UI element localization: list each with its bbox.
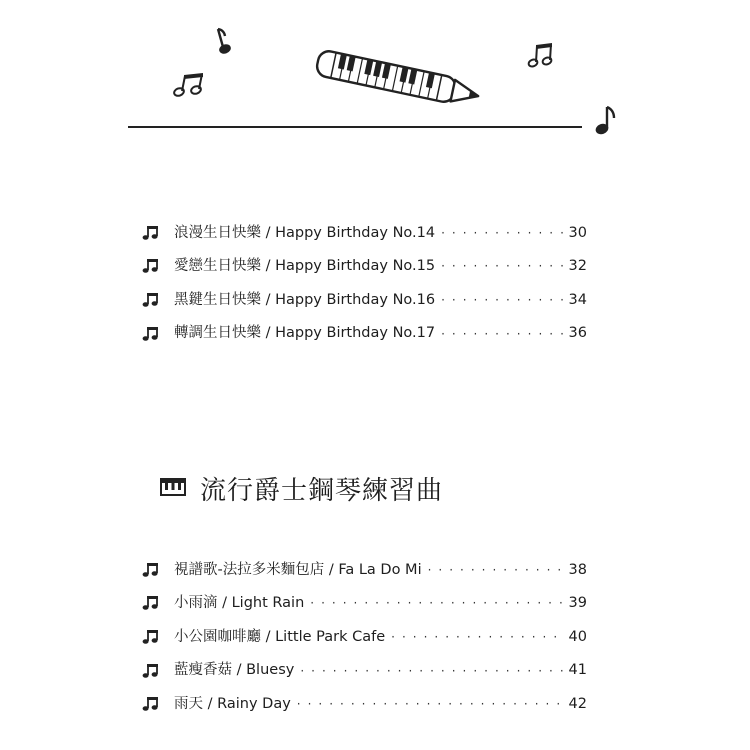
toc-list-top [142, 216, 587, 350]
entry-title: 轉調生日快樂 / Happy Birthday No.17 [174, 325, 436, 342]
beamed-notes-icon [142, 595, 174, 611]
beamed-notes-icon [142, 225, 174, 241]
toc-entry[interactable] [142, 283, 587, 317]
page-number: 39 [568, 595, 587, 612]
beamed-notes-icon [142, 258, 174, 274]
beamed-notes-icon [173, 70, 209, 100]
page-number: 41 [568, 662, 587, 679]
toc-entry[interactable] [142, 687, 587, 721]
page-number: 40 [568, 628, 587, 645]
piano-pencil-icon [308, 44, 494, 114]
entry-title: 視譜歌-法拉多米麵包店 / Fa La Do Mi [174, 561, 422, 578]
toc-entry[interactable] [142, 587, 587, 621]
entry-title: 藍瘦香菇 / Bluesy [174, 662, 295, 679]
entry-title: 浪漫生日快樂 / Happy Birthday No.14 [174, 224, 436, 241]
page-number: 36 [568, 325, 587, 342]
section-title: 流行爵士鋼琴練習曲 [200, 476, 444, 506]
toc-entry[interactable] [142, 250, 587, 284]
entry-title: 小雨滴 / Light Rain [174, 595, 305, 612]
beamed-notes-icon [142, 562, 174, 578]
toc-entry[interactable] [142, 620, 587, 654]
page-number: 38 [568, 561, 587, 578]
page-number: 42 [568, 695, 587, 712]
beamed-notes-icon [142, 629, 174, 645]
dot-leader [291, 698, 565, 710]
page-number: 32 [568, 258, 587, 275]
dot-leader [385, 631, 565, 643]
dot-leader [435, 294, 565, 306]
dot-leader [435, 227, 565, 239]
dot-leader [435, 260, 565, 272]
dot-leader [422, 564, 565, 576]
beamed-notes-icon [142, 663, 174, 679]
piano-keys-icon [160, 478, 186, 500]
eighth-note-icon [210, 26, 236, 58]
dot-leader [304, 597, 565, 609]
toc-entry[interactable] [142, 317, 587, 351]
dot-leader [294, 665, 565, 677]
section-heading [160, 470, 443, 507]
dot-leader [435, 328, 565, 340]
beamed-notes-icon [142, 696, 174, 712]
toc-entry[interactable] [142, 654, 587, 688]
page-number: 30 [568, 224, 587, 241]
page-number: 34 [568, 291, 587, 308]
beamed-notes-icon [142, 292, 174, 308]
eighth-note-icon [594, 104, 618, 138]
entry-title: 黑鍵生日快樂 / Happy Birthday No.16 [174, 291, 436, 308]
entry-title: 小公園咖啡廳 / Little Park Cafe [174, 628, 386, 645]
entry-title: 愛戀生日快樂 / Happy Birthday No.15 [174, 258, 436, 275]
header-divider [128, 126, 582, 128]
toc-entry[interactable] [142, 216, 587, 250]
entry-title: 雨天 / Rainy Day [174, 695, 291, 712]
double-note-icon [527, 42, 555, 70]
toc-entry[interactable] [142, 553, 587, 587]
beamed-notes-icon [142, 326, 174, 342]
toc-list-bottom [142, 553, 587, 721]
